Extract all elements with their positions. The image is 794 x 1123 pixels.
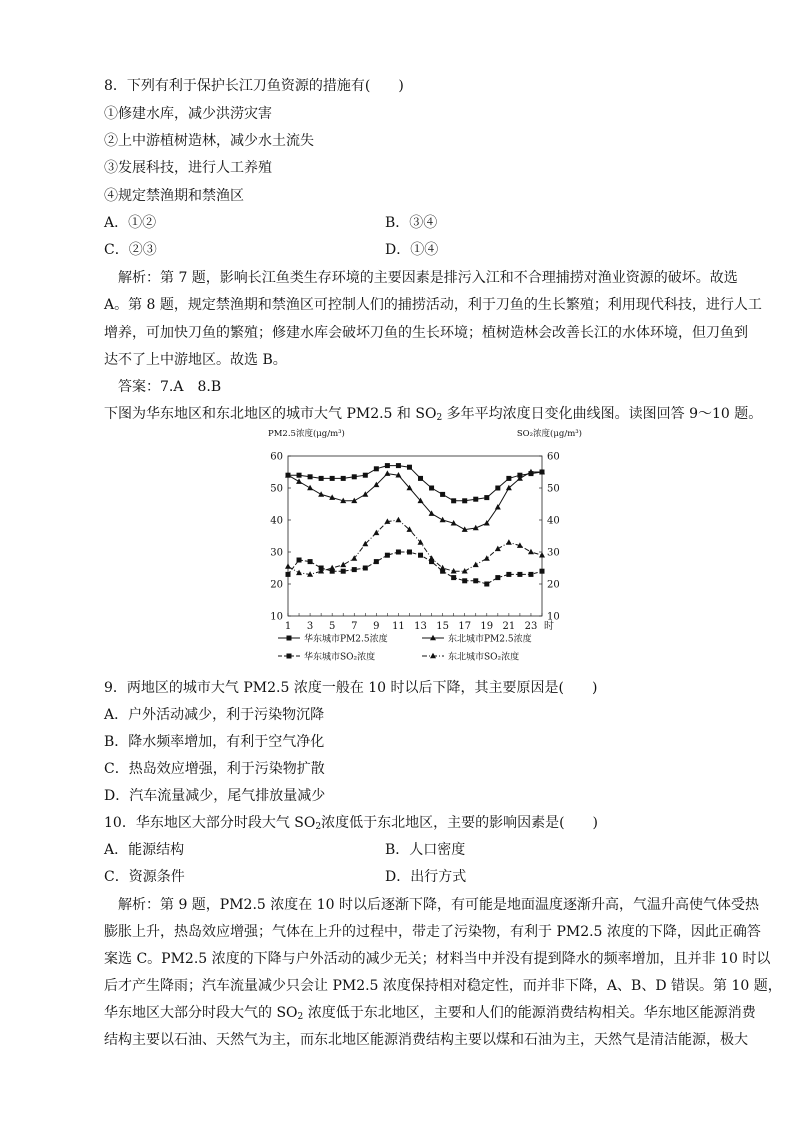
analysis1-line-4: 达不了上中游地区。故选 B。 [104, 352, 287, 368]
y-axis-right-title: SO₂浓度(μg/m³) [516, 429, 582, 439]
x-tick-label: 1 [284, 621, 292, 632]
series-3-point [484, 582, 489, 587]
y-tick-label-right: 60 [547, 451, 560, 463]
analysis1-line-1: 解析：第 7 题，影响长江鱼类生存环境的主要因素是排污入江和不合理捕捞对渔业资源的破坏。故选 [118, 270, 738, 286]
analysis2-line-4: 后才产生降雨；汽车流量减少只会让 PM2.5 浓度保持相对稳定性，而并非下降，A、B、D 错误。第 10 题， [104, 978, 782, 994]
series-2-point [384, 470, 390, 476]
series-line-4 [288, 520, 542, 574]
y-tick-label-right: 10 [547, 611, 560, 623]
series-1-point [484, 495, 489, 500]
y-tick-label-right: 40 [547, 515, 560, 527]
series-1-point [407, 465, 412, 470]
q10-option-a: A．能源结构 [104, 842, 185, 858]
series-1-point [429, 486, 434, 491]
analysis2-line-3: 案选 C。PM2.5 浓度的下降与户外活动的减少无关；材料当中并没有提到降水的频率增加，且并非 10 时以 [104, 951, 771, 967]
series-3-point [286, 572, 291, 577]
series-3-point [451, 575, 456, 580]
y-tick-label-right: 30 [547, 547, 560, 559]
x-tick-label: 9 [373, 621, 380, 632]
y-tick-label-right: 50 [547, 483, 560, 495]
series-4-point [285, 563, 291, 569]
series-1-point [440, 492, 445, 497]
y-tick-label-right: 20 [547, 579, 560, 591]
series-1-point [396, 463, 401, 468]
series-4-point [539, 552, 545, 558]
series-4-point [373, 530, 379, 536]
series-1-point [363, 473, 368, 478]
q8-option-a: A．①② [104, 215, 157, 231]
series-4-point [506, 539, 512, 545]
series-3-point [341, 569, 346, 574]
q10-option-b: B．人口密度 [385, 842, 466, 858]
x-tick-label: 5 [328, 621, 336, 632]
series-3-point [385, 553, 390, 558]
analysis2-line-2: 膨胀上升，热岛效应增强；气体在上升的过程中，带走了污染物，有利于 PM2.5 浓度的下降，因此正确答 [104, 924, 761, 940]
chart-intro: 下图为华东地区和东北地区的城市大气 PM2.5 和 $SO_2$ 多年平均浓度日变化曲线图。读图回答 9～10 题。 [104, 406, 763, 423]
series-1-point [495, 486, 500, 491]
q9-option-b: B．降水频率增加，有利于空气净化 [104, 734, 325, 750]
series-2-point [307, 485, 313, 491]
x-tick-label: 19 [480, 621, 494, 632]
series-3-point [374, 559, 379, 564]
series-3-point [308, 559, 313, 564]
legend-label-4: 东北城市SO₂浓度 [448, 652, 520, 663]
x-tick-label: 11 [392, 621, 405, 632]
y-tick-label-left: 20 [270, 579, 283, 591]
x-tick-label: 23 [524, 621, 538, 632]
y-axis-left-title: PM2.5浓度(μg/m³) [268, 429, 345, 439]
series-1-point [319, 476, 324, 481]
q8-item-4: ④规定禁渔期和禁渔区 [104, 188, 244, 204]
series-3-point [297, 558, 302, 563]
q10-stem: 10．华东地区大部分时段大气 $SO_2$浓度低于东北地区，主要的影响因素是( ) [104, 815, 599, 832]
q8-item-2: ②上中游植树造林，减少水土流失 [104, 133, 314, 149]
series-4-point [528, 549, 534, 555]
series-4-point [429, 555, 435, 561]
analysis2-line-6: 结构主要以石油、天然气为主，而东北地区能源消费结构主要以煤和石油为主，天然气是清洁能源，极大 [104, 1032, 748, 1048]
series-3-point [396, 550, 401, 555]
series-4-point [296, 570, 302, 576]
answer1: 答案：7.A 8.B [118, 379, 222, 395]
series-1-point [418, 476, 423, 481]
legend-marker-1 [287, 636, 292, 641]
x-tick-label: 17 [458, 621, 472, 632]
series-1-point [308, 474, 313, 479]
series-2-point [440, 517, 446, 523]
series-4-point [484, 555, 490, 561]
series-3-point [528, 572, 533, 577]
series-1-point [341, 476, 346, 481]
q8-option-c: C．②③ [104, 242, 157, 258]
series-3-point [363, 566, 368, 571]
series-1-point [506, 476, 511, 481]
legend-label-3: 华东城市SO₂浓度 [304, 652, 376, 663]
series-line-3 [288, 552, 542, 584]
legend-marker-3 [287, 654, 292, 659]
series-4-point [495, 546, 501, 552]
x-tick-label: 21 [502, 621, 516, 632]
x-tick-label: 7 [351, 621, 358, 632]
series-1-point [473, 497, 478, 502]
series-3-point [517, 572, 522, 577]
q10-option-d: D．出行方式 [385, 869, 467, 885]
q8-item-3: ③发展科技，进行人工养殖 [104, 160, 272, 176]
series-1-point [297, 473, 302, 478]
q8-item-1: ①修建水库，减少洪涝灾害 [104, 106, 272, 122]
q9-option-d: D．汽车流量减少，尾气排放量减少 [104, 788, 326, 804]
q8-stem: 8．下列有利于保护长江刀鱼资源的措施有( ) [104, 78, 404, 94]
series-3-point [495, 575, 500, 580]
series-line-2 [288, 472, 542, 530]
series-3-point [418, 553, 423, 558]
series-4-point [473, 562, 479, 568]
q10-option-c: C．资源条件 [104, 869, 185, 885]
x-tick-label: 13 [414, 621, 427, 632]
analysis1-line-2: A。第 8 题，规定禁渔期和禁渔区可控制人们的捕捞活动，利于刀鱼的生长繁殖；利用现代科技，进行人工 [104, 297, 762, 313]
q8-option-b: B．③④ [385, 215, 438, 231]
analysis2-line-5: 华东地区大部分时段大气的 $SO_2$ 浓度低于东北地区，主要和人们的能源消费结构相关。华东地区能源消费 [104, 1005, 756, 1022]
series-1-point [352, 474, 357, 479]
y-tick-label-left: 40 [270, 515, 283, 527]
y-tick-label-left: 50 [270, 483, 283, 495]
y-tick-label-left: 10 [270, 611, 283, 623]
q8-option-d: D．①④ [385, 242, 439, 258]
series-2-point [318, 491, 324, 497]
series-2-point [296, 478, 302, 484]
concentration-line-chart [250, 420, 590, 675]
series-1-point [330, 476, 335, 481]
series-3-point [540, 569, 545, 574]
y-tick-label-left: 60 [270, 451, 283, 463]
series-3-point [352, 567, 357, 572]
q9-option-c: C．热岛效应增强，利于污染物扩散 [104, 761, 325, 777]
legend-label-2: 东北城市PM2.5浓度 [448, 634, 532, 645]
legend-label-1: 华东城市PM2.5浓度 [304, 634, 388, 645]
series-1-point [385, 463, 390, 468]
series-3-point [506, 572, 511, 577]
series-1-point [451, 498, 456, 503]
analysis1-line-3: 增养，可加快刀鱼的繁殖；修建水库会破坏刀鱼的生长环境；植树造林会改善长江的水体环境，但刀鱼到 [104, 325, 748, 341]
analysis2-line-1: 解析：第 9 题，PM2.5 浓度在 10 时以后逐渐下降，有可能是地面温度逐渐升高，气温升高使气体受热 [118, 897, 759, 913]
x-tick-label: 15 [436, 621, 449, 632]
series-4-point [395, 517, 401, 523]
series-1-point [462, 498, 467, 503]
x-tick-label: 3 [306, 621, 314, 632]
q9-stem: 9．两地区的城市大气 PM2.5 浓度一般在 10 时以后下降，其主要原因是( ) [104, 680, 598, 696]
y-tick-label-left: 30 [270, 547, 283, 559]
x-axis-unit: 时 [544, 621, 554, 632]
series-4-point [329, 565, 335, 571]
series-3-point [473, 578, 478, 583]
series-1-point [374, 466, 379, 471]
plot-frame [288, 456, 542, 616]
series-2-point [495, 504, 501, 510]
q9-option-a: A．户外活动减少，利于污染物沉降 [104, 707, 325, 723]
series-3-point [462, 578, 467, 583]
series-4-point [340, 562, 346, 568]
series-3-point [407, 550, 412, 555]
